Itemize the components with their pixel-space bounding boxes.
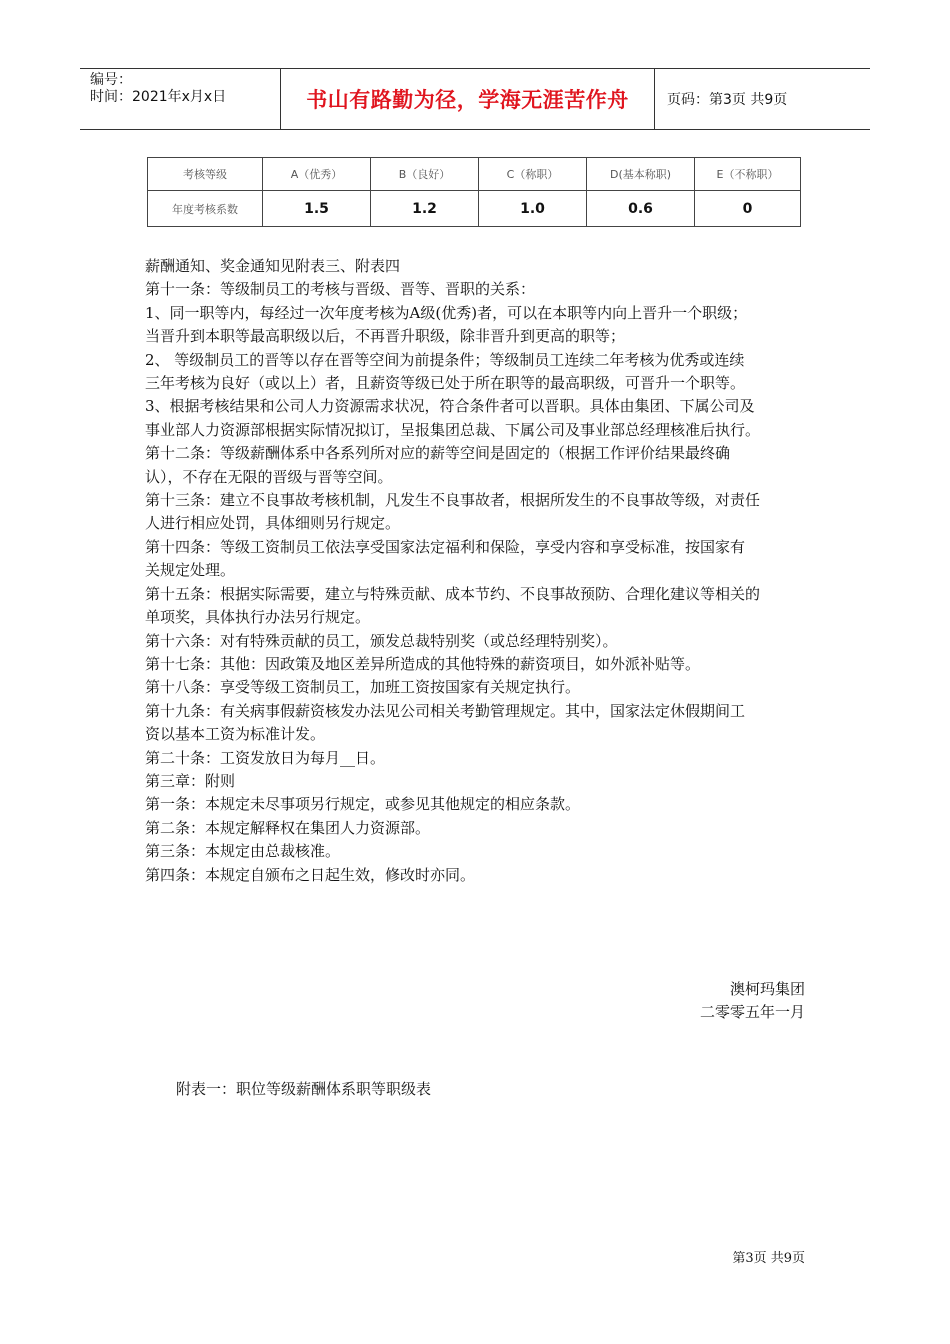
header-motto: 书山有路勤为径，学海无涯苦作舟 [281,69,655,129]
table-cell: 1.2 [371,191,479,227]
signature-block [700,978,805,1025]
body-line: 事业部人力资源部根据实际情况拟订，呈报集团总裁、下属公司及事业部总经理核准后执行。 [145,420,761,439]
body-line: 第十八条：享受等级工资制员工，加班工资按国家有关规定执行。 [145,678,581,697]
body-line: 关规定处理。 [145,561,236,580]
grade-table [147,157,801,227]
table-cell: E（不称职） [695,158,801,191]
signature-date: 二零零五年一月 [699,1003,805,1022]
body-line: 薪酬通知、奖金通知见附表三、附表四 [145,257,401,275]
body-line: 第四条：本规定自颁布之日起生效，修改时亦同。 [145,865,476,884]
body-line: 人进行相应处罚，具体细则另行规定。 [145,514,401,533]
body-line: 2、 等级制员工的晋等以存在晋等空间为前提条件；等级制员工连续二年考核为优秀或连续 [145,350,745,369]
body-line: 第十四条：等级工资制员工依法享受国家法定福利和保险，享受内容和享受标准，按国家有 [145,537,746,556]
table-cell: 1.5 [263,191,371,227]
time-label: 时间：2021年x月x日 [90,89,227,105]
body-line: 资以基本工资为标准计发。 [145,725,326,744]
body-line: 第十二条：等级薪酬体系中各系列所对应的薪等空间是固定的（根据工作评价结果最终确 [145,444,731,463]
number-label: 编号： [90,72,132,88]
body-line: 单项奖，具体执行办法另行规定。 [145,608,371,627]
body-line: 第一条：本规定未尽事项另行规定，或参见其他规定的相应条款。 [145,795,581,814]
body-line: 第十五条：根据实际需要，建立与特殊贡献、成本节约、不良事故预防、合理化建议等相关的 [145,584,761,603]
header-page-label: 页码：第3页 共9页 [667,92,788,108]
body-text [145,255,825,887]
table-cell: A（优秀） [263,158,371,191]
table-cell: 考核等级 [148,158,263,191]
body-line: 认），不存在无限的晋级与晋等空间。 [145,467,393,486]
table-cell: C（称职） [479,158,587,191]
body-line: 第二条：本规定解释权在集团人力资源部。 [145,818,431,837]
table-row [148,158,801,191]
body-line: 第三条：本规定由总裁核准。 [145,842,341,861]
body-line: 第三章：附则 [145,771,236,790]
page-footer: 第3页 共9页 [732,1251,805,1266]
page-header [80,68,870,130]
table-cell: B（良好） [371,158,479,191]
body-line: 3、根据考核结果和公司人力资源需求状况，符合条件者可以晋职。具体由集团、下属公司及 [145,397,755,416]
table-cell: 0 [695,191,801,227]
appendix-title: 附表一：职位等级薪酬体系职等职级表 [176,1080,432,1098]
body-line: 第十九条：有关病事假薪资核发办法见公司相关考勤管理规定。其中，国家法定休假期间工 [145,701,746,720]
body-line: 第十一条：等级制员工的考核与晋级、晋等、晋职的关系： [145,280,536,299]
table-cell: 年度考核系数 [148,191,263,227]
table-cell: 0.6 [587,191,695,227]
table-row [148,191,801,227]
body-line: 1、同一职等内，每经过一次年度考核为A级(优秀)者，可以在本职等内向上晋升一个职级； [145,303,748,322]
body-line: 当晋升到本职等最高职级以后，不再晋升职级，除非晋升到更高的职等； [145,327,626,346]
table-cell: D(基本称职) [587,158,695,191]
body-line: 第十六条：对有特殊贡献的员工，颁发总裁特别奖（或总经理特别奖）。 [145,631,618,650]
signature-org: 澳柯玛集团 [729,980,805,998]
body-line: 第二十条：工资发放日为每月__日。 [145,748,386,767]
header-left [80,69,281,129]
table-cell: 1.0 [479,191,587,227]
body-line: 第十七条：其他：因政策及地区差异所造成的其他特殊的薪资项目，如外派补贴等。 [145,654,701,673]
body-line: 第十三条：建立不良事故考核机制，凡发生不良事故者，根据所发生的不良事故等级，对责任 [145,491,761,510]
body-line: 三年考核为良好（或以上）者，且薪资等级已处于所在职等的最高职级，可晋升一个职等。 [145,374,746,393]
